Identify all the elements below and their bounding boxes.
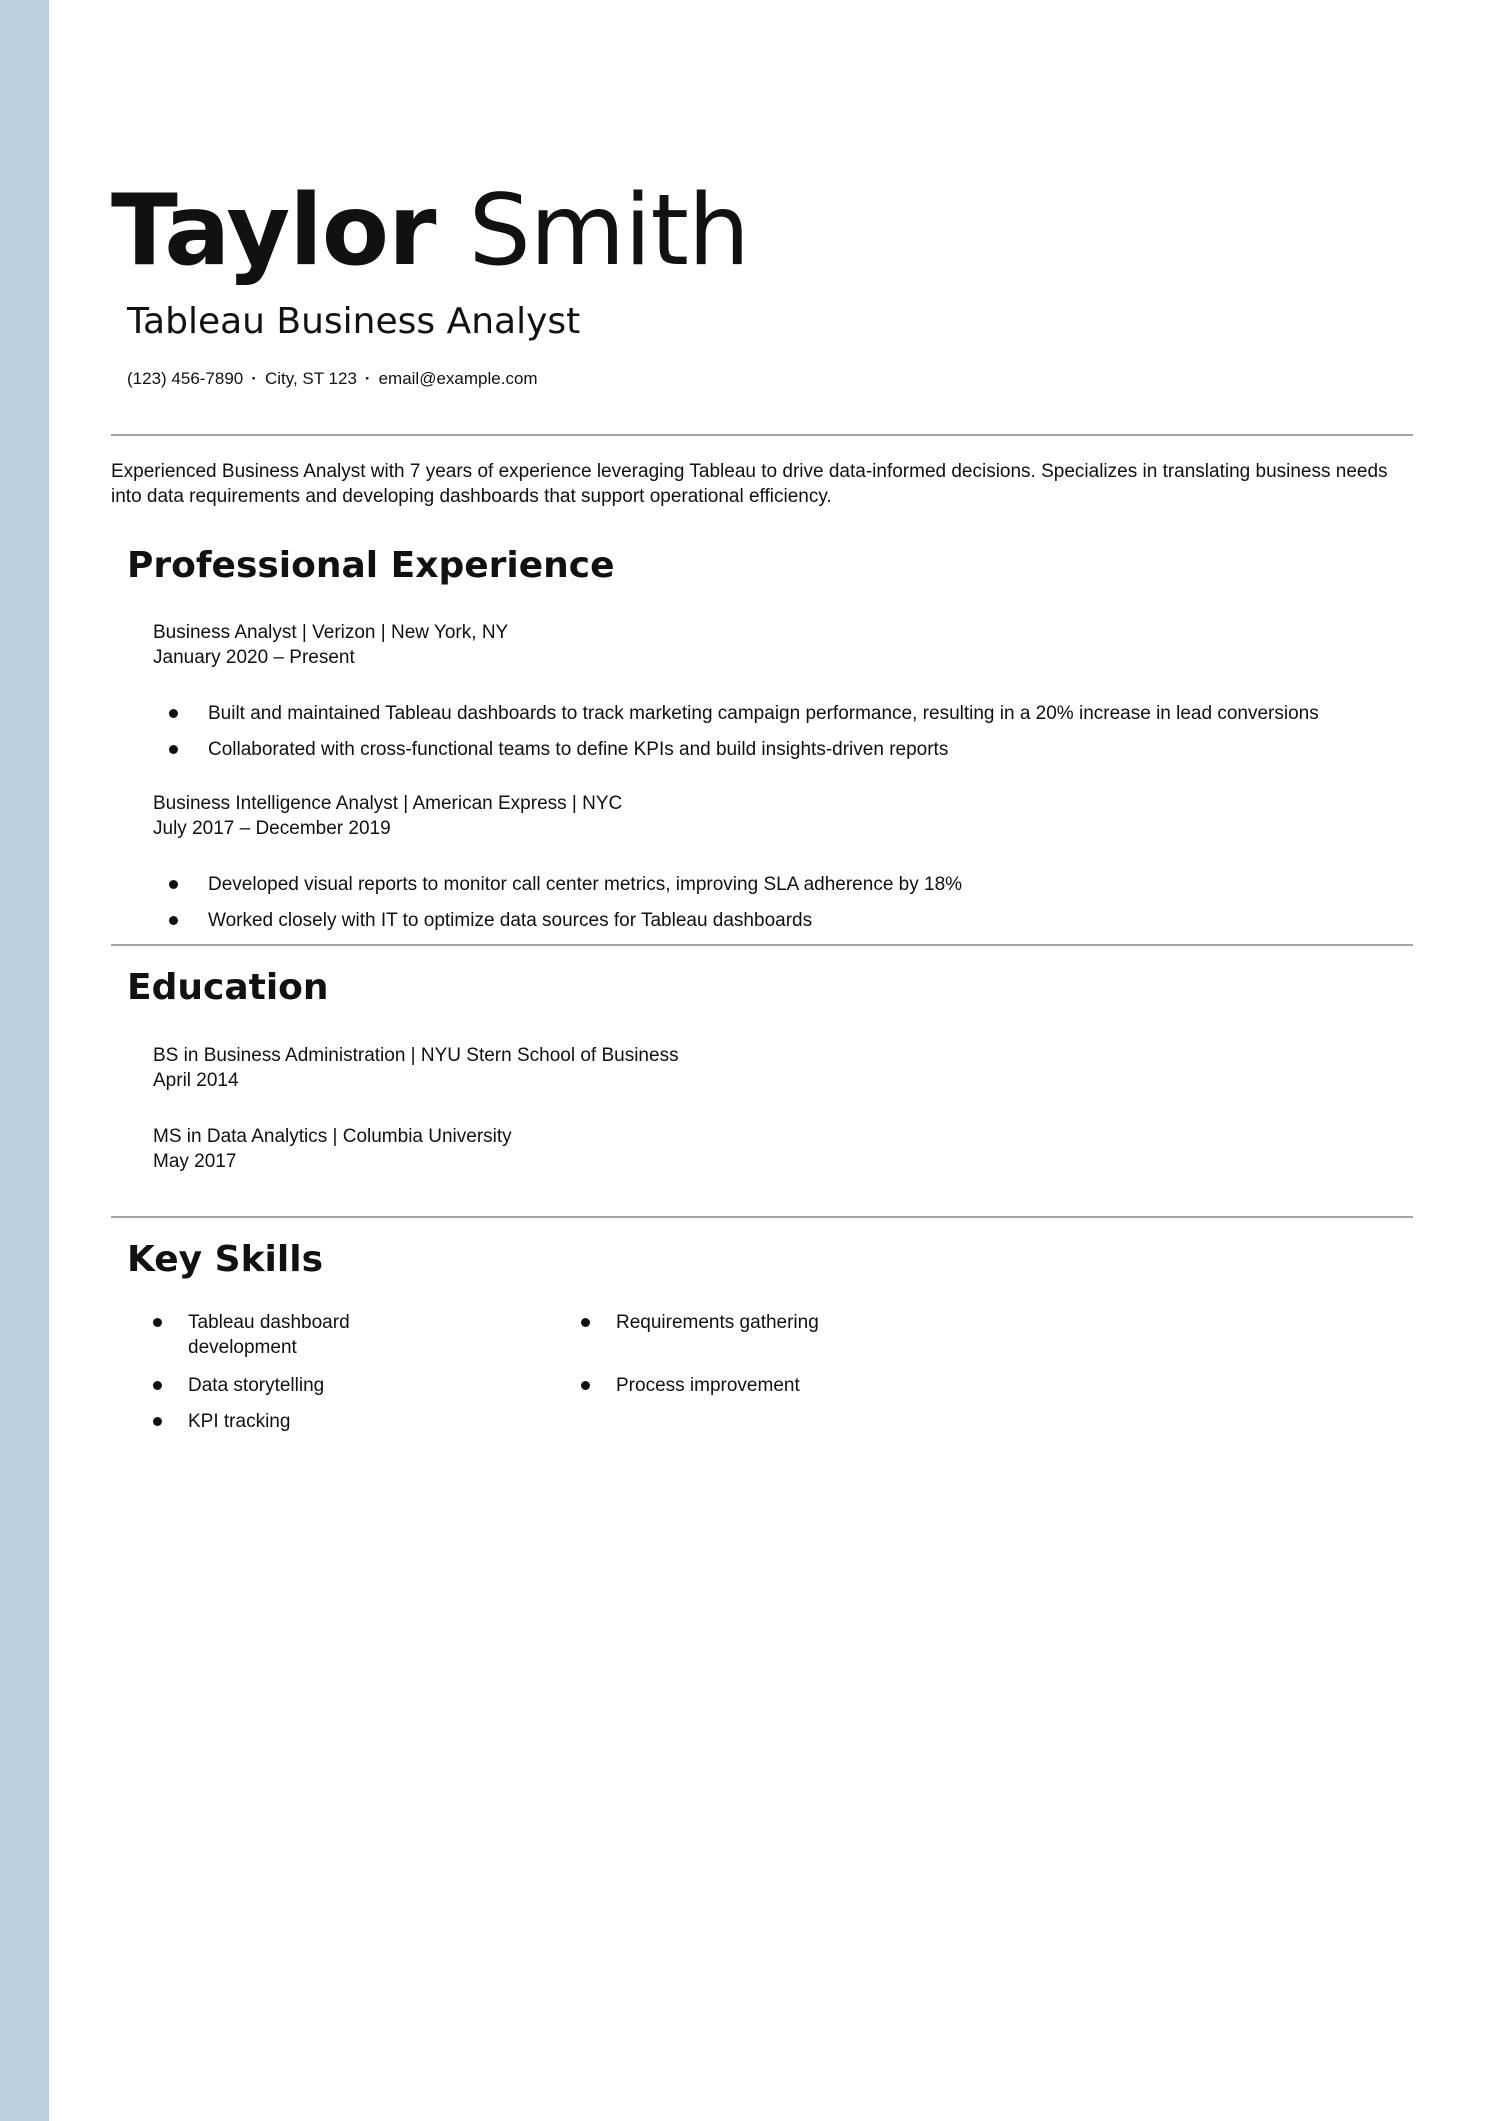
job-title: Tableau Business Analyst bbox=[127, 301, 581, 342]
bullet-dot-icon bbox=[169, 880, 178, 889]
job-title-line: Business Analyst | Verizon | New York, NY bbox=[153, 622, 509, 643]
degree-date: May 2017 bbox=[153, 1151, 237, 1172]
contact-email: email@example.com bbox=[378, 369, 538, 388]
bullet-item bbox=[153, 908, 962, 944]
skill-item bbox=[153, 1373, 398, 1398]
education-entry bbox=[153, 1124, 512, 1174]
education-entry bbox=[153, 1043, 679, 1093]
skill-label: Tableau dashboard development bbox=[188, 1312, 350, 1358]
job-dates: January 2020 – Present bbox=[153, 647, 355, 668]
section-divider bbox=[111, 944, 1413, 946]
bullet-dot-icon bbox=[169, 709, 178, 718]
bullet-dot-icon bbox=[153, 1318, 162, 1327]
last-name: Smith bbox=[468, 174, 750, 288]
bullet-item bbox=[153, 701, 1319, 737]
contact-line bbox=[127, 368, 538, 390]
bullet-text: Worked closely with IT to optimize data sources for Tableau dashboards bbox=[208, 910, 813, 931]
skill-item bbox=[153, 1310, 398, 1360]
contact-location: City, ST 123 bbox=[264, 369, 357, 388]
skill-label: KPI tracking bbox=[188, 1411, 291, 1432]
bullet-text: Developed visual reports to monitor call center metrics, improving SLA adherence by 18% bbox=[208, 874, 963, 895]
sidebar-stripe bbox=[0, 0, 49, 2121]
bullet-dot-icon bbox=[581, 1318, 590, 1327]
bullet-item bbox=[153, 737, 1319, 773]
bullet-item bbox=[153, 872, 962, 908]
job-title-line: Business Intelligence Analyst | American Express | NYC bbox=[153, 793, 623, 814]
section-divider bbox=[111, 1216, 1413, 1218]
bullet-text: Collaborated with cross-functional teams to define KPIs and build insights-driven reports bbox=[208, 739, 949, 760]
contact-separator: · bbox=[364, 369, 371, 388]
skill-label: Data storytelling bbox=[188, 1375, 325, 1396]
candidate-name bbox=[111, 172, 749, 290]
job-entry bbox=[153, 620, 508, 670]
bullet-text: Built and maintained Tableau dashboards to track marketing campaign performance, resulting in a 20% increase in lead conversions bbox=[208, 703, 1319, 724]
education-heading: Education bbox=[127, 967, 329, 1008]
degree-line: MS in Data Analytics | Columbia University bbox=[153, 1126, 512, 1147]
skill-item bbox=[581, 1373, 826, 1398]
skill-item bbox=[153, 1409, 398, 1434]
bullet-dot-icon bbox=[169, 745, 178, 754]
job-bullets bbox=[153, 701, 1319, 773]
contact-phone: (123) 456-7890 bbox=[127, 369, 244, 388]
degree-date: April 2014 bbox=[153, 1070, 239, 1091]
skill-label: Process improvement bbox=[616, 1375, 800, 1396]
experience-heading: Professional Experience bbox=[127, 545, 615, 586]
header-divider bbox=[111, 434, 1413, 436]
job-entry bbox=[153, 791, 622, 841]
job-dates: July 2017 – December 2019 bbox=[153, 818, 391, 839]
job-bullets bbox=[153, 872, 962, 944]
bullet-dot-icon bbox=[169, 916, 178, 925]
professional-summary: Experienced Business Analyst with 7 years of experience leveraging Tableau to drive data-informed decisions. Specializes in translating business needs into data requirements and developing dashboards that support operational efficiency. bbox=[111, 461, 1388, 507]
bullet-dot-icon bbox=[153, 1417, 162, 1426]
skills-heading: Key Skills bbox=[127, 1239, 323, 1280]
skill-label: Requirements gathering bbox=[616, 1312, 819, 1333]
degree-line: BS in Business Administration | NYU Stern School of Business bbox=[153, 1045, 679, 1066]
contact-separator: · bbox=[251, 369, 257, 388]
bullet-dot-icon bbox=[153, 1381, 162, 1390]
skill-item bbox=[581, 1310, 826, 1335]
bullet-dot-icon bbox=[581, 1381, 590, 1390]
first-name: Taylor bbox=[111, 174, 436, 288]
